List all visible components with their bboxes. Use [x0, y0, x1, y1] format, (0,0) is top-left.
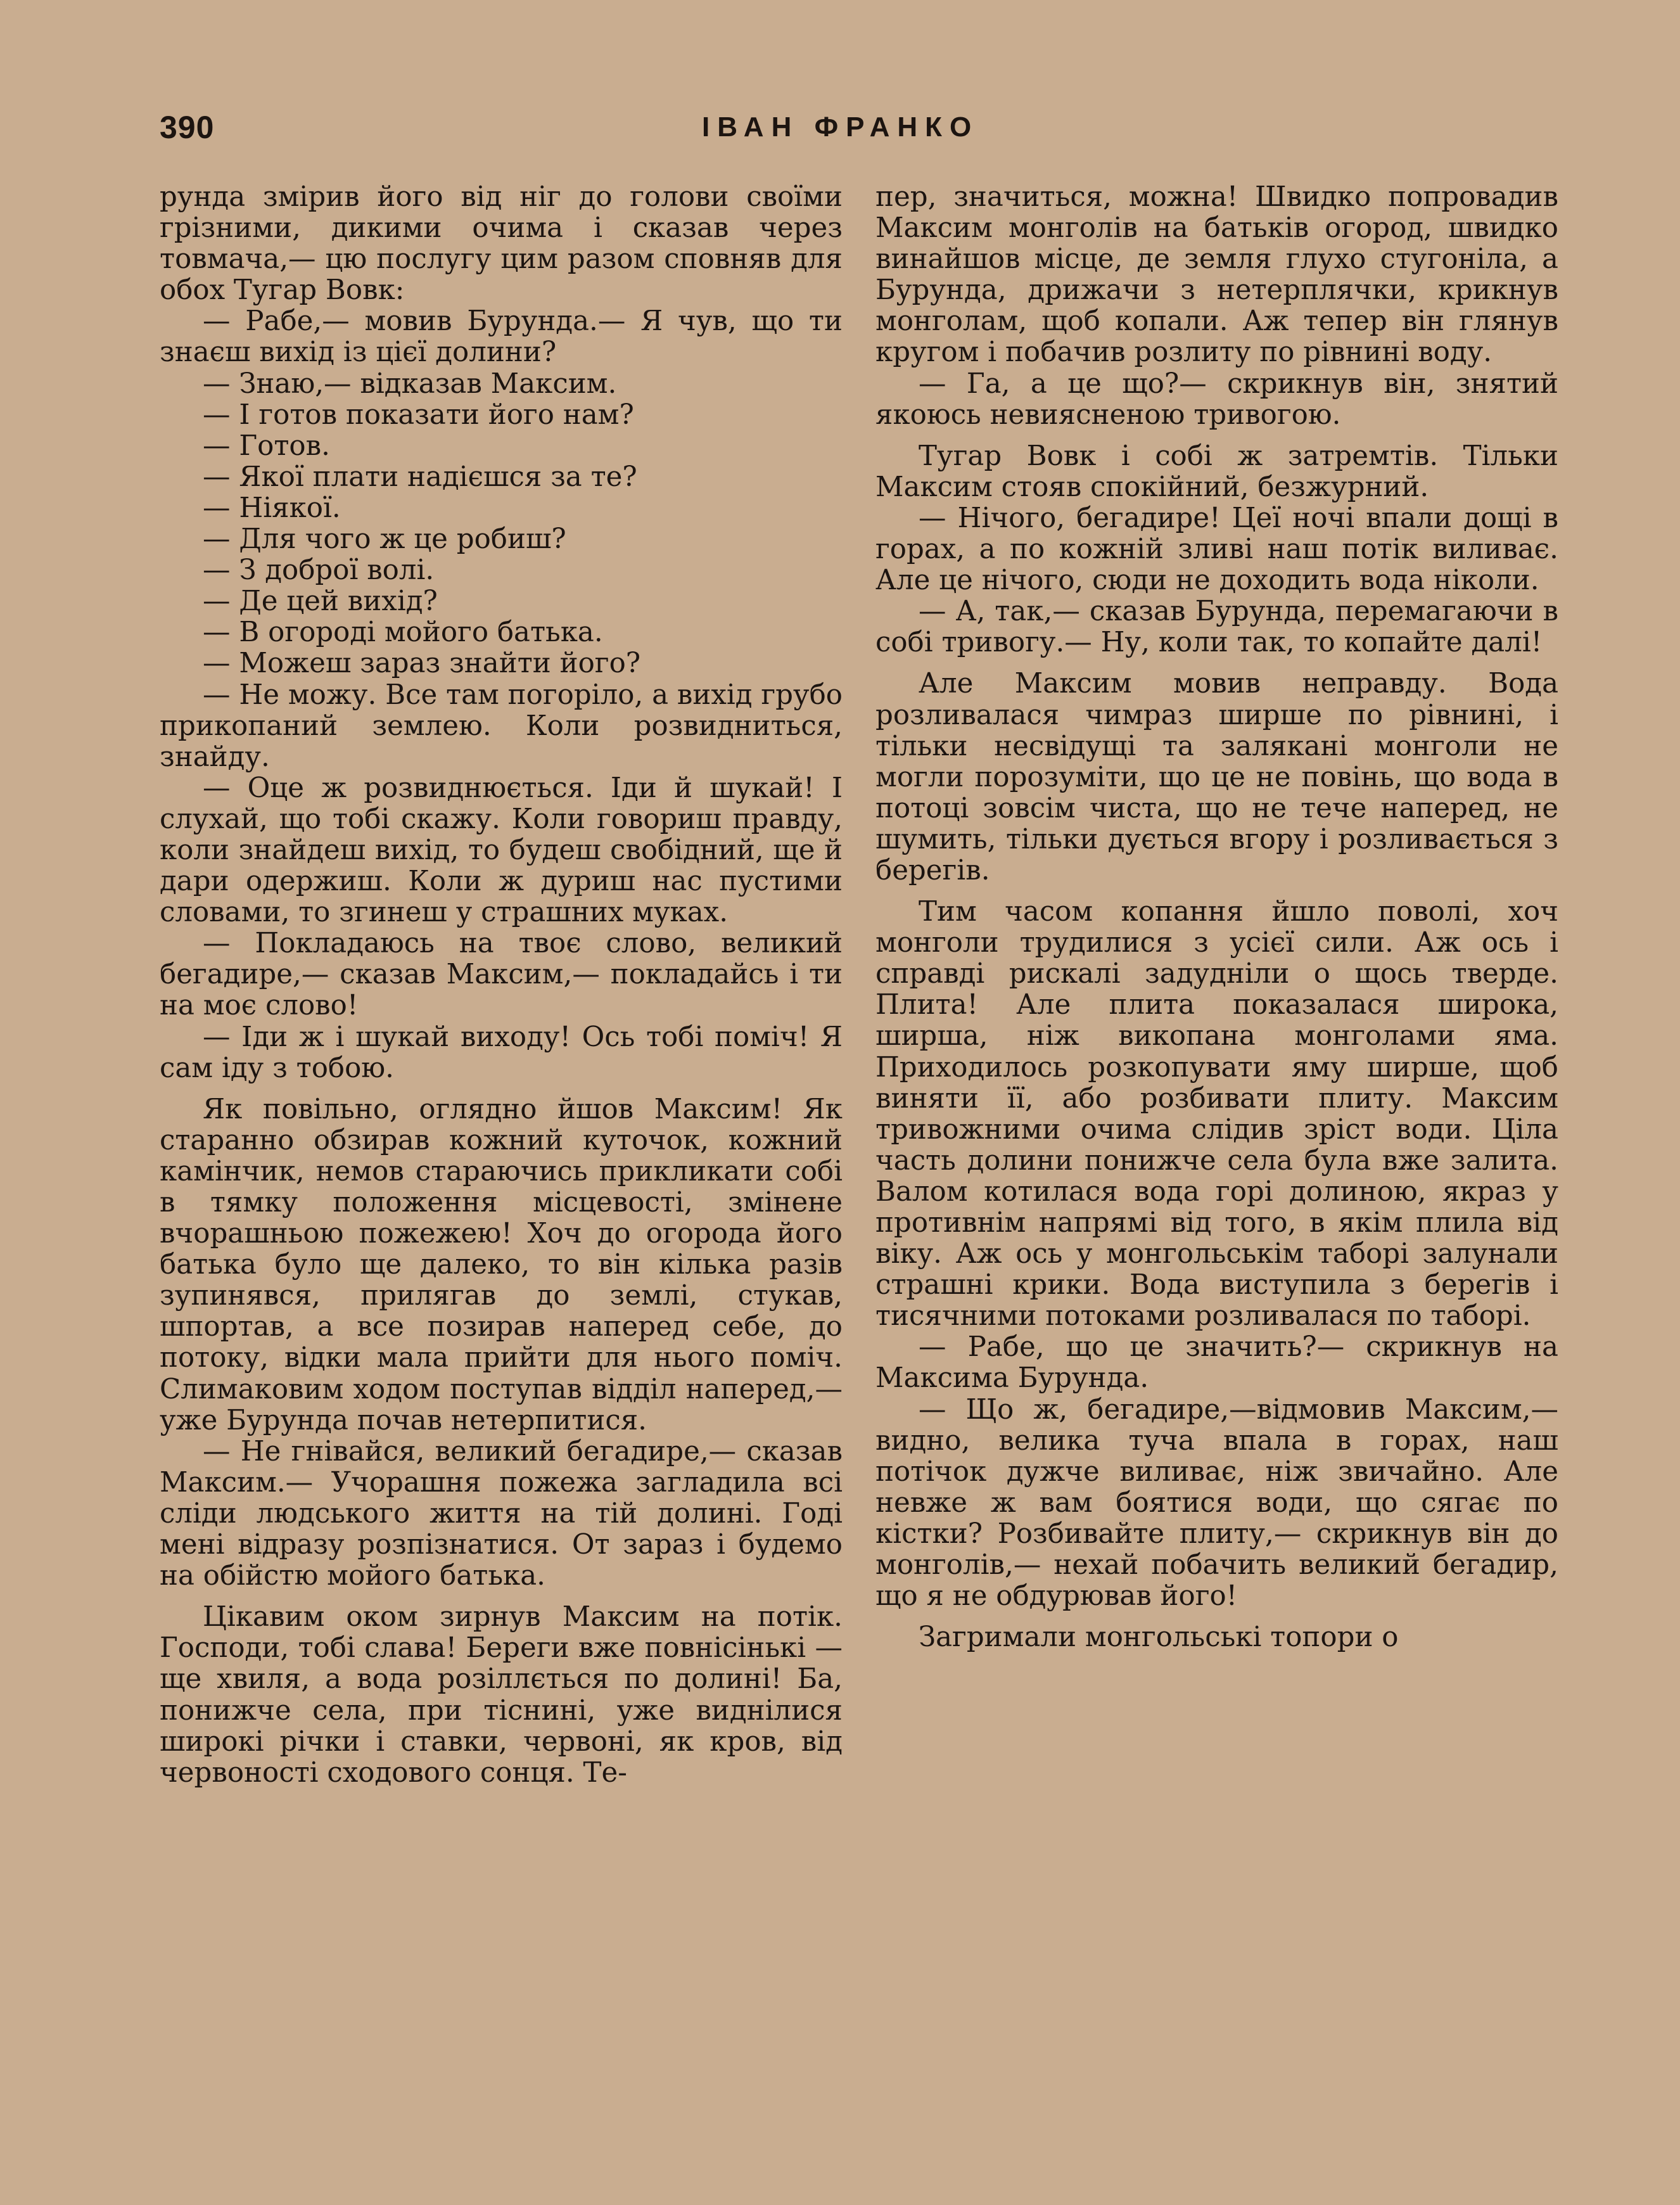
paragraph: — Рабе,— мовив Бурунда.— Я чув, що ти знаєш вихід із цієї долини?: [160, 305, 843, 369]
paragraph: — Готов.: [203, 430, 330, 462]
paragraph: — Знаю,— відказав Максим.: [203, 368, 617, 400]
paragraph: — Можеш зараз знайти його?: [203, 648, 641, 680]
paragraph: — А, так,— сказав Бурунда, перемагаючи в собі тривогу.— Ну, коли так, то копайте далі!: [875, 596, 1558, 659]
paragraph: — Га, а це що?— скрикнув він, знятий якоюсь невиясненою тривогою.: [875, 368, 1558, 431]
paragraph: рунда змірив його від ніг до голови своїми грізними, дикими очима і сказав через товмача,— цю послугу цим разом сповняв для обох Тугар Вовк:: [160, 181, 843, 307]
paragraph: — Не гнівайся, великий бегадире,— сказав Максим.— Учорашня пожежа загладила всі сліди людського життя на тій долині. Годі мені відразу розпізнатися. От зараз і будемо на обійстю мойого батька.: [160, 1435, 843, 1592]
paragraph: — Оце ж розвиднюється. Іди й шукай! І слухай, що тобі скажу. Коли говориш правду, коли знайдеш вихід, то будеш свобідний, ще й дари одержиш. Коли ж дуриш нас пустими словами, то згинеш у страшних муках.: [160, 772, 843, 929]
paragraph: Тим часом копання йшло поволі, хоч монголи трудилися з усієї сили. Аж ось і справді рискалі задудніли о щось тверде. Плита! Але плита показалася широка, ширша, ніж викопана монголами яма. Приходилось розкопувати яму ширше, щоб виняти її, або розбивати плиту. Максим тривожними очима слідив зріст води. Ціла часть долини понижче села була вже залита. Валом котилася вода горі долиною, якраз у противнім напрямі від того, в якім плила від віку. Аж ось у монгольськім таборі залунали страшні крики. Вода виступила з берегів і тисячними потоками розливалася по таборі.: [875, 896, 1558, 1333]
paragraph: — Де цей вихід?: [203, 585, 438, 618]
paragraph: — Для чого ж це робиш?: [203, 523, 566, 556]
paragraph: — І готов показати його нам?: [203, 399, 634, 431]
paragraph: Загримали монгольські топори о: [919, 1621, 1399, 1654]
left-column: [160, 182, 843, 1789]
page-number: 390: [160, 110, 215, 145]
paragraph: — Не можу. Все там погоріло, а вихід грубо прикопаний землею. Коли розвидниться, знайду.: [160, 679, 843, 773]
paragraph: — Якої плати надієшся за те?: [203, 461, 637, 493]
paragraph: — Іди ж і шукай виходу! Ось тобі поміч! Я сам іду з тобою.: [160, 1021, 843, 1084]
paragraph: — Нічого, бегадире! Цеї ночі впали дощі в горах, а по кожній зливі наш потік виливає. Але це нічого, сюди не доходить вода ніколи.: [875, 502, 1558, 597]
paragraph: — З доброї волі.: [203, 554, 435, 587]
paragraph: — Що ж, бегадире,—відмовив Максим,— видно, велика туча впала в горах, наш потічок дужче виливає, ніж звичайно. Але невже ж вам боятися води, що сягає по кістки? Розбивайте плиту,— скрикнув він до монголів,— нехай побачить великий бегадир, що я не обдурював його!: [875, 1393, 1558, 1613]
paragraph: — Покладаюсь на твоє слово, великий бегадире,— сказав Максим,— покладайсь і ти на моє слово!: [160, 928, 843, 1022]
right-column: [875, 182, 1558, 1653]
paragraph: — Рабе, що це значить?— скрикнув на Максима Бурунда.: [875, 1331, 1558, 1395]
paragraph: — Ніякої.: [203, 492, 341, 524]
paragraph: Але Максим мовив неправду. Вода розливалася чимраз ширше по рівнині, і тільки несвідущі та залякані монголи не могли порозуміти, що це не повінь, що вода в потоці зовсім чиста, що не тече наперед, не шумить, тільки дується вгору і розливається з берегів.: [875, 668, 1558, 886]
paragraph: пер, значиться, можна! Швидко попровадив Максим монголів на батьків огород, швидко винайшов місце, де земля глухо стугоніла, а Бурунда, дрижачи з нетерплячки, крикнув монголам, щоб копали. Аж тепер він глянув кругом і побачив розлиту по рівнині воду.: [875, 181, 1558, 369]
paragraph: Тугар Вовк і собі ж затремтів. Тільки Максим стояв спокійний, безжурний.: [875, 440, 1558, 503]
paragraph: Як повільно, оглядно йшов Максим! Як старанно обзирав кожний куточок, кожний камінчик, немов стараючись прикликати собі в тямку положення місцевості, змінене вчорашньою пожежею! Хоч до огорода його батька було ще далеко, то він кілька разів зупинявся, прилягав до землі, стукав, шпортав, а все позирав наперед себе, до потоку, відки мала прийти для нього поміч. Слимаковим ходом поступав відділ наперед,— уже Бурунда почав нетерпитися.: [160, 1093, 843, 1436]
running-head: ІВАН ФРАНКО: [702, 112, 979, 143]
paragraph: Цікавим оком зирнув Максим на потік. Господи, тобі слава! Береги вже повнісінькі — ще хвиля, а вода розіллється по долині! Ба, понижче села, при тіснині, уже виднілися широкі річки і ставки, червоні, як кров, від червоності сходового сонця. Те-: [160, 1601, 843, 1789]
paragraph: — В огороді мойого батька.: [203, 617, 603, 649]
